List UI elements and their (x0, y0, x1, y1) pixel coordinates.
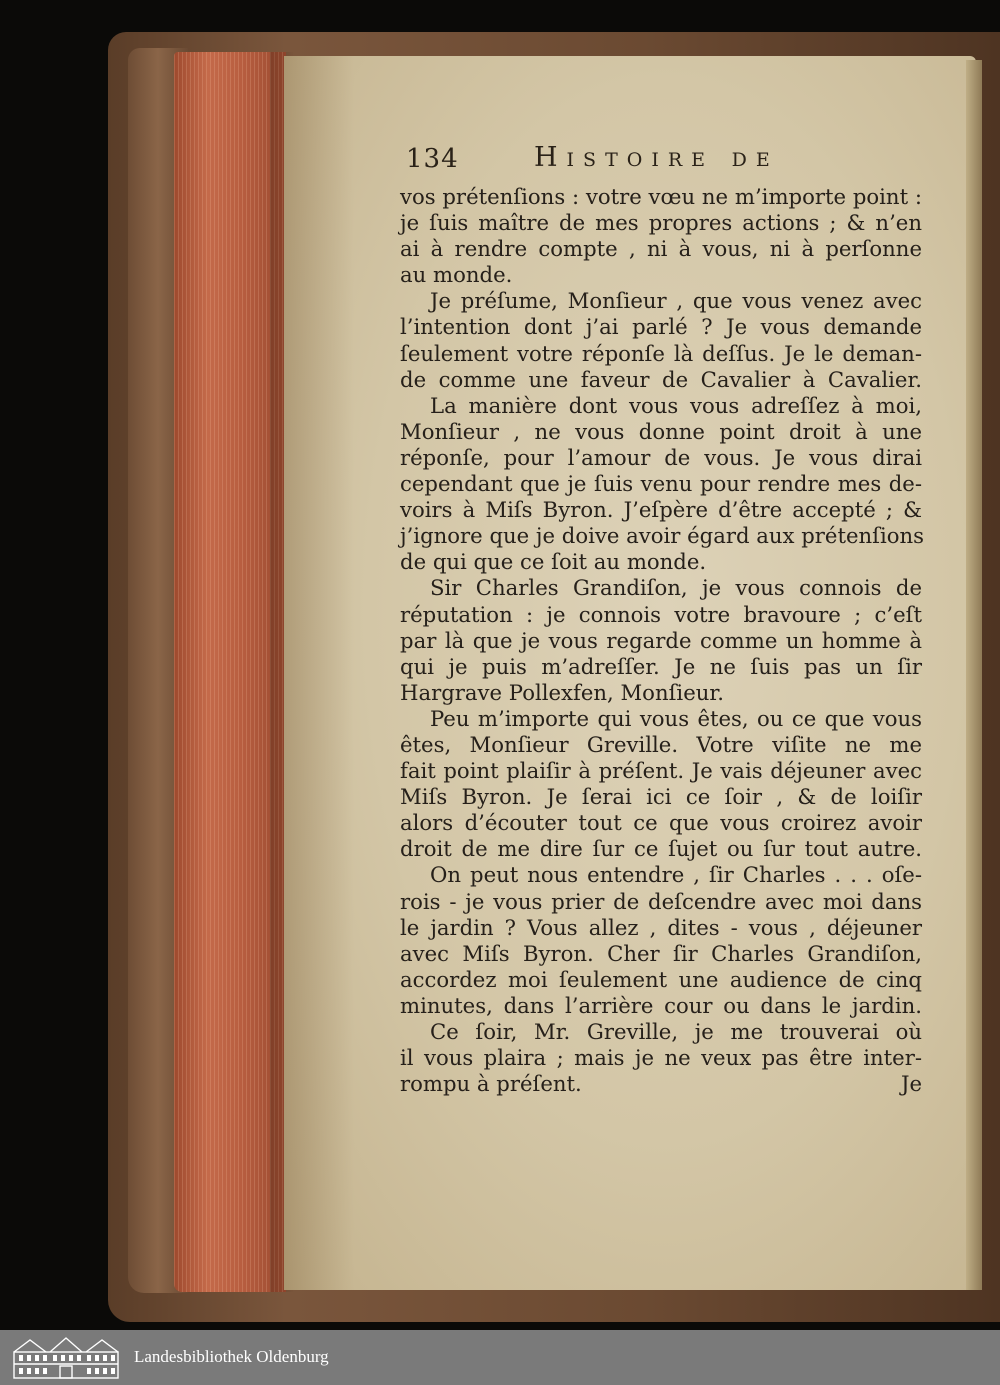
text-line: voirs à Miſs Byron. J’eſpère d’être accepté ; & (400, 497, 922, 523)
running-head (406, 140, 916, 180)
text-line: Je préſume, Monſieur , que vous venez avec (430, 288, 922, 314)
text-line: je ſuis maître de mes propres actions ; & n’en (400, 210, 922, 236)
library-name: Landesbibliothek Oldenburg (134, 1347, 329, 1366)
text-line: minutes, dans l’arrière cour ou dans le jardin. (400, 992, 922, 1018)
text-line: êtes, Monſieur Greville. Votre viſite ne me (400, 731, 922, 757)
text-line: l’intention dont j’ai parlé ? Je vous demande (400, 314, 922, 340)
text-line: rois - je vous prier de deſcendre avec moi dans (400, 888, 922, 914)
text-line: réputation : je connois votre bravoure ; c’eſt (400, 601, 922, 627)
text-line: On peut nous entendre , ſir Charles . . . oſe- (430, 862, 922, 888)
text-line: par là que je vous regarde comme un homme à (400, 627, 922, 653)
running-title: Histoire de (534, 142, 779, 173)
body-text (400, 184, 925, 1097)
text-line: Miſs Byron. Je ſerai ici ce ſoir , & de loiſir (400, 784, 922, 810)
library-building-icon (10, 1336, 122, 1380)
library-footer (0, 1330, 1000, 1385)
text-line: La manière dont vous vous adreſſez à moi, (430, 392, 922, 418)
text-line: qui je puis m’adreſſer. Je ne ſuis pas un ſir (400, 653, 922, 679)
text-line: Monſieur , ne vous donne point droit à une (400, 418, 922, 444)
text-line: droit de me dire ſur ce ſujet ou ſur tout autre. (400, 836, 922, 862)
text-line: Sir Charles Grandiſon, je vous connois de (430, 575, 922, 601)
text-line: le jardin ? Vous allez , dites - vous , déjeuner (400, 914, 922, 940)
text-line: Peu m’importe qui vous êtes, ou ce que vous (430, 705, 922, 731)
text-line: ſeulement votre réponſe là deſſus. Je le deman- (400, 340, 922, 366)
text-line: vos prétenſions : votre vœu ne m’importe point : (400, 184, 922, 209)
text-line: ai à rendre compte , ni à vous, ni à perſonne (400, 236, 922, 262)
text-line: avec Miſs Byron. Cher ſir Charles Grandiſon, (400, 940, 922, 966)
text-line: Ce ſoir, Mr. Greville, je me trouverai où (430, 1019, 922, 1044)
text-line: fait point plaiſir à préſent. Je vais déjeuner avec (400, 758, 922, 784)
text-line: de comme une faveur de Cavalier à Cavalier. (400, 366, 922, 392)
text-line: j’ignore que je doive avoir égard aux prétenſions (400, 523, 925, 549)
text-line: cependant que je ſuis venu pour rendre mes de- (400, 471, 922, 497)
text-line: Hargrave Pollexfen, Monſieur. (400, 679, 724, 705)
page-number: 134 (406, 144, 459, 174)
text-line: accordez moi ſeulement une audience de cinq (400, 966, 922, 992)
text-line: rompu à préſent. (400, 1071, 582, 1097)
text-line: alors d’écouter tout ce que vous croirez avoir (400, 810, 922, 836)
text-line: au monde. (400, 262, 513, 288)
text-line: réponſe, pour l’amour de vous. Je vous dirai (400, 444, 922, 470)
text-line: de qui que ce ſoit au monde. (400, 549, 707, 575)
text-line: il vous plaira ; mais je ne veux pas être inter- (400, 1045, 922, 1071)
catchword: Je (900, 1071, 922, 1097)
